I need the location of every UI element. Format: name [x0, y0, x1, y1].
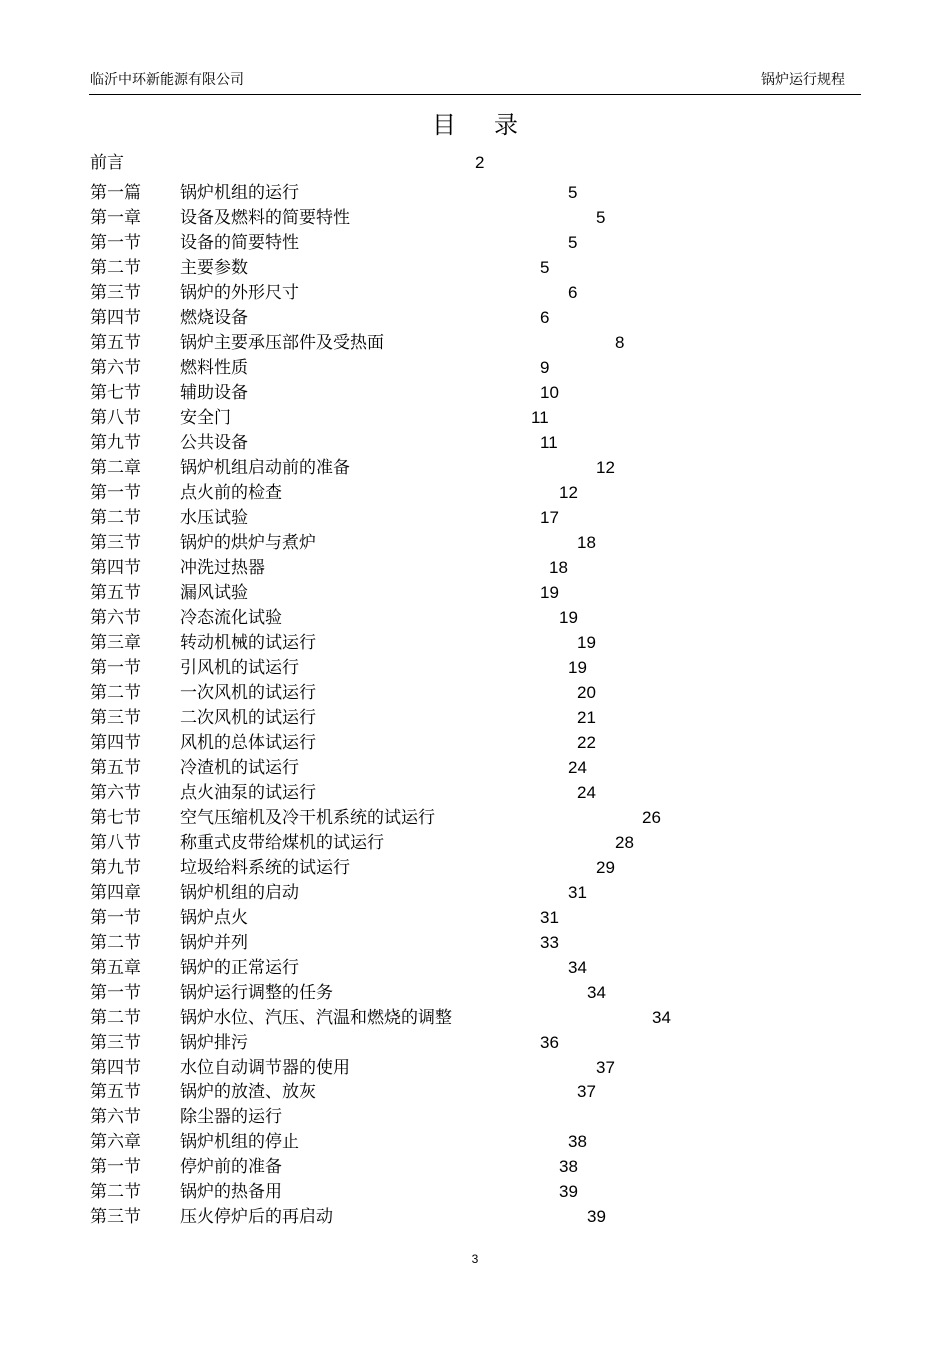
toc-entry-number: 第八节	[90, 833, 141, 853]
toc-entry-page: 10	[540, 383, 559, 402]
toc-entry-number: 第二节	[90, 1008, 141, 1028]
toc-entry-label: 锅炉机组的运行	[180, 183, 299, 203]
toc-entry	[0, 306, 950, 330]
toc-entry-number: 第一节	[90, 233, 141, 253]
toc-entry-label: 锅炉水位、汽压、汽温和燃烧的调整	[180, 1008, 452, 1028]
toc-entry-page: 19	[568, 658, 587, 677]
toc-entry-page: 24	[568, 758, 587, 777]
toc-entry-label: 锅炉运行调整的任务	[180, 983, 333, 1003]
toc-entry-page: 17	[540, 508, 559, 527]
toc-entry-page: 19	[540, 583, 559, 602]
toc-entry-label: 锅炉的热备用	[180, 1182, 282, 1202]
toc-entry-number: 第八节	[90, 408, 141, 428]
toc-entry-page: 24	[577, 783, 596, 802]
toc-entry-label: 锅炉机组启动前的准备	[180, 458, 350, 478]
toc-entry-number: 第五节	[90, 1082, 141, 1102]
toc-entry-number: 第一节	[90, 983, 141, 1003]
toc-entry-number: 第五章	[90, 958, 141, 978]
toc-entry-number: 第二节	[90, 683, 141, 703]
toc-entry-label: 锅炉的正常运行	[180, 958, 299, 978]
toc-entry-page: 21	[577, 708, 596, 727]
toc-entry-number: 第四章	[90, 883, 141, 903]
toc-entry-page: 11	[540, 433, 558, 452]
toc-entry	[0, 806, 950, 830]
toc-entry	[0, 151, 950, 175]
toc-entry-page: 28	[615, 833, 634, 852]
toc-entry	[0, 881, 950, 905]
toc-entry	[0, 181, 950, 205]
header-doc-title: 锅炉运行规程	[761, 72, 845, 88]
toc-entry-label: 锅炉的烘炉与煮炉	[180, 533, 316, 553]
toc-entry	[0, 706, 950, 730]
toc-entry	[0, 681, 950, 705]
toc-entry	[0, 331, 950, 355]
toc-entry-label: 压火停炉后的再启动	[180, 1207, 333, 1227]
toc-entry-label: 二次风机的试运行	[180, 708, 316, 728]
toc-entry-page: 5	[568, 233, 578, 252]
toc-entry	[0, 756, 950, 780]
toc-entry-label: 垃圾给料系统的试运行	[180, 858, 350, 878]
toc-entry-number: 第三章	[90, 633, 141, 653]
toc-entry	[0, 781, 950, 805]
toc-entry-label: 锅炉机组的停止	[180, 1132, 299, 1152]
toc-entry	[0, 381, 950, 405]
toc-entry-number: 第三节	[90, 283, 141, 303]
toc-entry-label: 锅炉并列	[180, 933, 248, 953]
toc-entry-number: 第五节	[90, 583, 141, 603]
toc-entry	[0, 406, 950, 430]
toc-entry	[0, 1080, 950, 1104]
toc-entry	[0, 481, 950, 505]
toc-entry-page: 9	[540, 358, 550, 377]
toc-entry-number: 第一节	[90, 908, 141, 928]
toc-entry-page: 37	[596, 1058, 615, 1077]
toc-entry	[0, 906, 950, 930]
toc-entry	[0, 606, 950, 630]
toc-entry-label: 漏风试验	[180, 583, 248, 603]
toc-entry	[0, 831, 950, 855]
toc-entry-label: 公共设备	[180, 433, 248, 453]
toc-entry	[0, 731, 950, 755]
toc-entry-label: 安全门	[180, 408, 231, 428]
toc-entry-page: 34	[587, 983, 606, 1002]
toc-entry-number: 第二节	[90, 1182, 141, 1202]
toc-entry	[0, 1205, 950, 1229]
footer-page-number: 3	[471, 1252, 479, 1266]
toc-entry-page: 26	[642, 808, 661, 827]
toc-entry	[0, 1130, 950, 1154]
toc-entry-label: 除尘器的运行	[180, 1107, 282, 1127]
toc-entry-number: 第二节	[90, 933, 141, 953]
toc-entry-label: 锅炉点火	[180, 908, 248, 928]
toc-entry-label: 锅炉机组的启动	[180, 883, 299, 903]
toc-entry-page: 39	[587, 1207, 606, 1226]
toc-entry-number: 第三节	[90, 533, 141, 553]
toc-entry	[0, 456, 950, 480]
toc-entry-page: 19	[559, 608, 578, 627]
toc-entry-page: 39	[559, 1182, 578, 1201]
toc-entry	[0, 531, 950, 555]
toc-entry	[0, 431, 950, 455]
toc-entry	[0, 231, 950, 255]
toc-entry-number: 第三节	[90, 1207, 141, 1227]
toc-entry-number: 第二节	[90, 258, 141, 278]
toc-entry-label: 水位自动调节器的使用	[180, 1058, 350, 1078]
toc-entry-page: 19	[577, 633, 596, 652]
toc-entry-page: 34	[568, 958, 587, 977]
toc-entry-number: 第六节	[90, 783, 141, 803]
toc-entry-number: 第六节	[90, 358, 141, 378]
toc-title: 目录	[432, 111, 556, 139]
toc-entry-label: 锅炉排污	[180, 1033, 248, 1053]
toc-entry-label: 辅助设备	[180, 383, 248, 403]
toc-entry	[0, 1056, 950, 1080]
toc-entry-label: 称重式皮带给煤机的试运行	[180, 833, 384, 853]
toc-entry-label: 风机的总体试运行	[180, 733, 316, 753]
toc-entry	[0, 1180, 950, 1204]
toc-entry-number: 第一篇	[90, 183, 141, 203]
toc-entry-number: 第六节	[90, 1107, 141, 1127]
toc-entry	[0, 1031, 950, 1055]
toc-entry-label: 引风机的试运行	[180, 658, 299, 678]
toc-entry-label: 冲洗过热器	[180, 558, 265, 578]
toc-entry	[0, 1006, 950, 1030]
toc-entry-label: 停炉前的准备	[180, 1157, 282, 1177]
toc-entry-page: 38	[568, 1132, 587, 1151]
toc-entry-label: 水压试验	[180, 508, 248, 528]
toc-entry-number: 第一节	[90, 658, 141, 678]
toc-entry-label: 一次风机的试运行	[180, 683, 316, 703]
toc-entry-label: 冷态流化试验	[180, 608, 282, 628]
toc-entry-page: 18	[577, 533, 596, 552]
toc-entry	[0, 506, 950, 530]
toc-entry-page: 5	[540, 258, 550, 277]
toc-entry-page: 11	[531, 408, 549, 427]
toc-entry-label: 锅炉主要承压部件及受热面	[180, 333, 384, 353]
toc-entry-number: 第四节	[90, 733, 141, 753]
toc-entry-number: 第四节	[90, 308, 141, 328]
toc-entry	[0, 556, 950, 580]
toc-entry-page: 33	[540, 933, 559, 952]
toc-entry-number: 第一节	[90, 1157, 141, 1177]
toc-entry-number: 第九节	[90, 858, 141, 878]
toc-entry	[0, 656, 950, 680]
toc-entry	[0, 581, 950, 605]
toc-entry-page: 36	[540, 1033, 559, 1052]
toc-entry-number: 第三节	[90, 1033, 141, 1053]
toc-entry-label: 锅炉的外形尺寸	[180, 283, 299, 303]
toc-entry-page: 6	[540, 308, 550, 327]
toc-entry-label: 燃烧设备	[180, 308, 248, 328]
toc-entry-number: 第二章	[90, 458, 141, 478]
toc-entry-page: 34	[652, 1008, 671, 1027]
toc-entry-number: 前言	[90, 153, 124, 173]
header-company: 临沂中环新能源有限公司	[90, 72, 244, 88]
toc-entry	[0, 206, 950, 230]
toc-entry-page: 31	[540, 908, 559, 927]
toc-entry	[0, 1105, 950, 1129]
toc-entry	[0, 256, 950, 280]
toc-entry	[0, 356, 950, 380]
toc-entry	[0, 856, 950, 880]
toc-entry-label: 空气压缩机及冷干机系统的试运行	[180, 808, 435, 828]
toc-entry-page: 6	[568, 283, 578, 302]
toc-entry-page: 5	[568, 183, 578, 202]
toc-entry-number: 第一节	[90, 483, 141, 503]
toc-entry	[0, 981, 950, 1005]
toc-entry-page: 12	[559, 483, 578, 502]
toc-entry-page: 37	[577, 1082, 596, 1101]
toc-entry-number: 第三节	[90, 708, 141, 728]
toc-entry-number: 第一章	[90, 208, 141, 228]
toc-entry-label: 设备及燃料的简要特性	[180, 208, 350, 228]
toc-entry-label: 锅炉的放渣、放灰	[180, 1082, 316, 1102]
toc-entry-label: 点火前的检查	[180, 483, 282, 503]
toc-entry-page: 12	[596, 458, 615, 477]
toc-entry-page: 29	[596, 858, 615, 877]
toc-entry-label: 点火油泵的试运行	[180, 783, 316, 803]
toc-entry-number: 第七节	[90, 808, 141, 828]
toc-entry-number: 第六章	[90, 1132, 141, 1152]
toc-entry	[0, 931, 950, 955]
toc-entry-label: 主要参数	[180, 258, 248, 278]
toc-entry-number: 第六节	[90, 608, 141, 628]
toc-entry-label: 冷渣机的试运行	[180, 758, 299, 778]
toc-entry-page: 38	[559, 1157, 578, 1176]
toc-entry	[0, 281, 950, 305]
toc-entry-label: 燃料性质	[180, 358, 248, 378]
toc-entry-number: 第七节	[90, 383, 141, 403]
toc-entry-label: 设备的简要特性	[180, 233, 299, 253]
toc-entry-number: 第二节	[90, 508, 141, 528]
toc-entry-page: 5	[596, 208, 606, 227]
toc-entry-page: 2	[475, 153, 485, 172]
toc-entry-page: 22	[577, 733, 596, 752]
toc-entry-page: 8	[615, 333, 625, 352]
toc-entry-number: 第九节	[90, 433, 141, 453]
toc-entry-number: 第四节	[90, 1058, 141, 1078]
toc-entry-page: 18	[549, 558, 568, 577]
toc-entry-page: 20	[577, 683, 596, 702]
toc-entry	[0, 631, 950, 655]
toc-entry	[0, 956, 950, 980]
toc-entry-number: 第五节	[90, 758, 141, 778]
toc-entry-number: 第四节	[90, 558, 141, 578]
toc-entry-page: 31	[568, 883, 587, 902]
toc-entry-label: 转动机械的试运行	[180, 633, 316, 653]
toc-entry	[0, 1155, 950, 1179]
toc-entry-number: 第五节	[90, 333, 141, 353]
